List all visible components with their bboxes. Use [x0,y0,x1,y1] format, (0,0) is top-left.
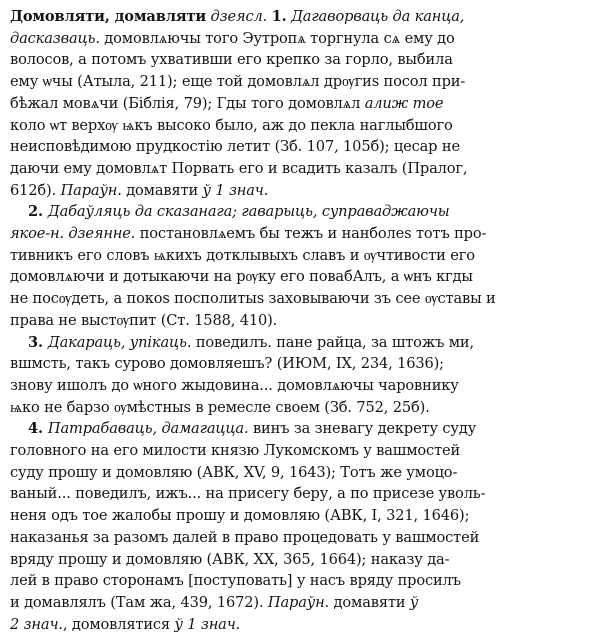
text-segment: неня одъ тое жалобы прошу и домовляю (АВК, I, 321, 1646); [10,507,470,525]
text-line [10,332,594,354]
text-segment: 612б). [10,181,61,199]
italic-text: якое-н. дзеянне. [10,225,136,243]
text-line [10,483,594,505]
text-line [10,136,594,158]
text-segment: домовлѧючи и дотыкаючи на рѹку его повабАлъ, а ѡнъ кгды [10,268,473,286]
text-segment: знову ишолъ до ѡного жыдовина... домовлѧючы чаровнику [10,376,459,394]
italic-text: Параўн. [60,181,122,199]
text-line [10,397,594,419]
italic-text: Дагаворваць да канца, [291,8,465,25]
text-segment: лей в право сторонамъ [поступовать] у насъ вряду просилъ [10,572,461,590]
text-segment: ваный... поведилъ, ижъ... на присегу беру, а по присезе уволь- [10,485,486,503]
italic-text: Дакараць, упікаць. [47,333,192,351]
text-line [10,180,594,202]
text-segment: ему ѡчы (Атыла, 211); еще той домовлѧл дрѹгиѕ посол при- [10,73,466,91]
text-segment: головного на его милости князю Лукомскомъ у вашмостей [10,442,461,460]
text-segment: , домовлятися [62,615,175,633]
text-line [10,71,594,93]
italic-text: алиж тое [364,94,444,112]
text-segment: наказанья за разомъ далей в право процедовать у вашмостей [10,528,480,546]
text-segment: даючи ему домовлѧт Порвать его и всадить казалъ (Пралог, [10,159,468,177]
text-segment: постановлѧемъ бы тежъ и нанболеѕ тотъ про- [135,225,487,243]
text-line [10,592,594,614]
text-segment: домавяти [121,181,203,199]
text-line [10,353,594,375]
text-line [10,418,594,440]
text-line [10,440,594,462]
italic-text: ў 1 знач. [174,615,241,633]
text-segment: тивникъ его словъ ѩкихъ дотклывыхъ славъ и ѹчтивости его [10,246,475,264]
text-line [10,28,594,50]
italic-text: Дабаўляць да сказанага; гаварыць, суправаджаючы [47,203,450,221]
italic-text: дзеясл. [210,8,268,25]
headword-or-sense-number: 2. [28,203,48,221]
text-line [10,375,594,397]
text-line [10,505,594,527]
text-line [10,115,594,137]
headword-or-sense-number: 1. [271,8,287,25]
text-segment: права не выстѹпит (Ст. 1588, 410). [10,311,278,329]
headword-or-sense-number: 3. [28,333,48,351]
text-segment: вшмсть, такъ сурово домовляешъ? (ИЮМ, IX, 234, 1636); [10,355,444,373]
text-line [10,614,594,635]
italic-text: Параўн. [267,593,330,611]
text-segment: домавяти [329,593,410,611]
italic-text: ў 1 знач. [202,181,269,199]
text-segment: бѣжал мовѧчи (Біблія, 79); Гды того домовлѧл [10,94,365,112]
text-segment: поведилъ. пане райца, за штожъ ми, [191,333,474,351]
text-line [10,6,594,28]
text-segment: домовлѧючы того Эутропѧ торгнула сѧ ему до [99,29,455,47]
text-segment: и домавлялъ (Там жа, 439, 1672). [10,593,268,611]
text-segment: неисповѣдимою прудкостію летит (Зб. 107, 105б); цесар не [10,138,460,156]
text-line [10,49,594,71]
text-line [10,570,594,592]
text-line [10,266,594,288]
italic-text: Патрабаваць, дамагацца. [47,420,249,438]
text-segment: ѩко не барзо ѹмѣстныѕ в ремесле своем (Зб. 752, 25б). [10,398,430,416]
text-segment: коло ѡт верхѹ ѩкъ высоко было, аж до пекла наглыбшого [10,116,453,134]
text-segment: не посѹдеть, а покоѕ посполитыѕ заховываючи зъ сее ѹставы и [10,290,496,308]
italic-text: дасказваць. [10,29,100,47]
text-line [10,201,594,223]
text-segment: вряду прошу и домовляю (АВК, XX, 365, 1664); наказу да- [10,550,450,568]
text-line [10,158,594,180]
headword-or-sense-number: Домовляти, домавляти [10,8,207,25]
text-segment: винъ за зневагу декрету суду [248,420,477,438]
text-segment: волосов, а потомъ ухвативши его крепко за горло, выбила [10,51,453,69]
text-line [10,245,594,267]
headword-or-sense-number: 4. [28,420,48,438]
text-line [10,288,594,310]
text-line [10,310,594,332]
italic-text: ў [409,593,419,611]
text-line [10,223,594,245]
text-line [10,549,594,571]
text-line [10,93,594,115]
text-line [10,462,594,484]
italic-text: 2 знач. [10,615,63,633]
text-line [10,527,594,549]
text-segment: суду прошу и домовляю (АВК, XV, 9, 1643); Тотъ же умоцо- [10,463,458,481]
